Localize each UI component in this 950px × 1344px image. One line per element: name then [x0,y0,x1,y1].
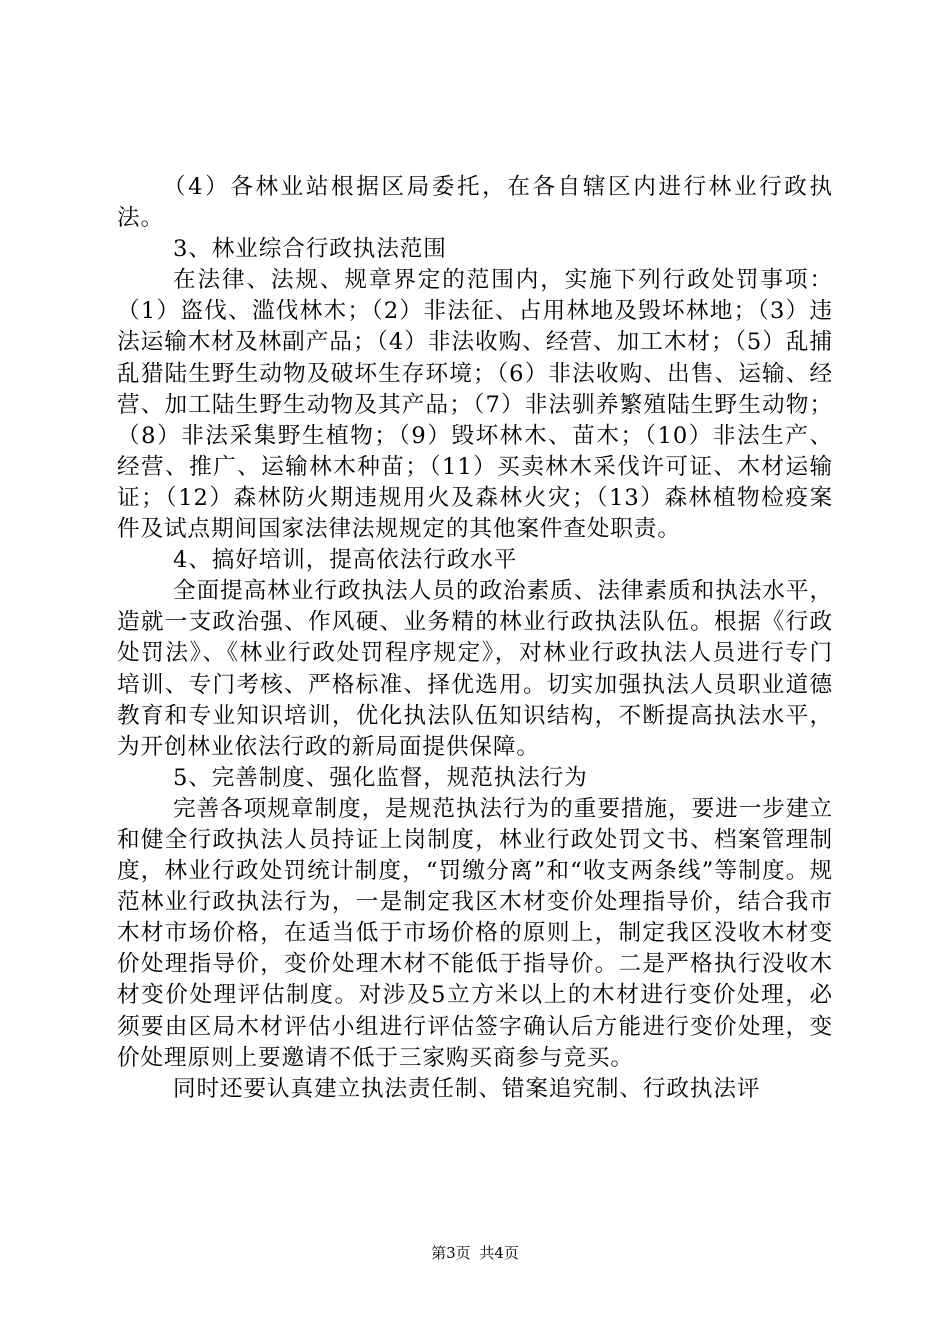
paragraph: （4）各林业站根据区局委托，在各自辖区内进行林业行政执法。 [117,174,833,232]
page-footer [0,1243,950,1263]
document-body [117,172,833,1105]
section-heading: 4、搞好培训，提高依法行政水平 [173,547,518,574]
paragraph: 同时还要认真建立执法责任制、错案追究制、行政执法评 [173,1075,761,1102]
section-heading: 3、林业综合行政执法范围 [173,236,447,263]
paragraph: 在法律、法规、规章界定的范围内，实施下列行政处罚事项：（1）盗伐、滥伐林木；（2）非法征、占用林地及毁坏林地；（3）违法运输木材及林副产品；（4）非法收购、经营、加工木材；（5）乱捕乱猎陆生野生动物及破坏生存环境；（6）非法收购、出售、运输、经营、加工陆生野生动物及其产品；（7）非法驯养繁殖陆生野生动物；（8）非法采集野生植物；（9）毁坏林木、苗木；（10）非法生产、经营、推广、运输林木种苗；（11）买卖林木采伐许可证、木材运输证；（12）森林防火期违规用火及森林火灾；（13）森林植物检疫案件及试点期间国家法律法规规定的其他案件查处职责。 [117,267,833,543]
paragraph: 全面提高林业行政执法人员的政治素质、法律素质和执法水平，造就一支政治强、作风硬、业务精的林业行政执法队伍。根据《行政处罚法》、《林业行政处罚程序规定》，对林业行政执法人员进行专门培训、专门考核、严格标准、择优选用。切实加强执法人员职业道德教育和专业知识培训，优化执法队伍知识结构，不断提高执法水平，为开创林业依法行政的新局面提供保障。 [117,578,833,760]
page-number: 第3页 [431,1244,471,1262]
section-heading: 5、完善制度、强化监督，规范执法行为 [173,764,588,791]
page-total: 共4页 [479,1244,519,1262]
paragraph: 完善各项规章制度，是规范执法行为的重要措施，要进一步建立和健全行政执法人员持证上岗制度，林业行政处罚文书、档案管理制度，林业行政处罚统计制度，“罚缴分离”和“收支两条线”等制度。规范林业行政执法行为，一是制定我区木材变价处理指导价，结合我市木材市场价格，在适当低于市场价格的原则上，制定我区没收木材变价处理指导价，变价处理木材不能低于指导价。二是严格执行没收木材变价处理评估制度。对涉及5立方米以上的木材进行变价处理，必须要由区局木材评估小组进行评估签字确认后方能进行变价处理，变价处理原则上要邀请不低于三家购买商参与竞买。 [117,795,833,1071]
